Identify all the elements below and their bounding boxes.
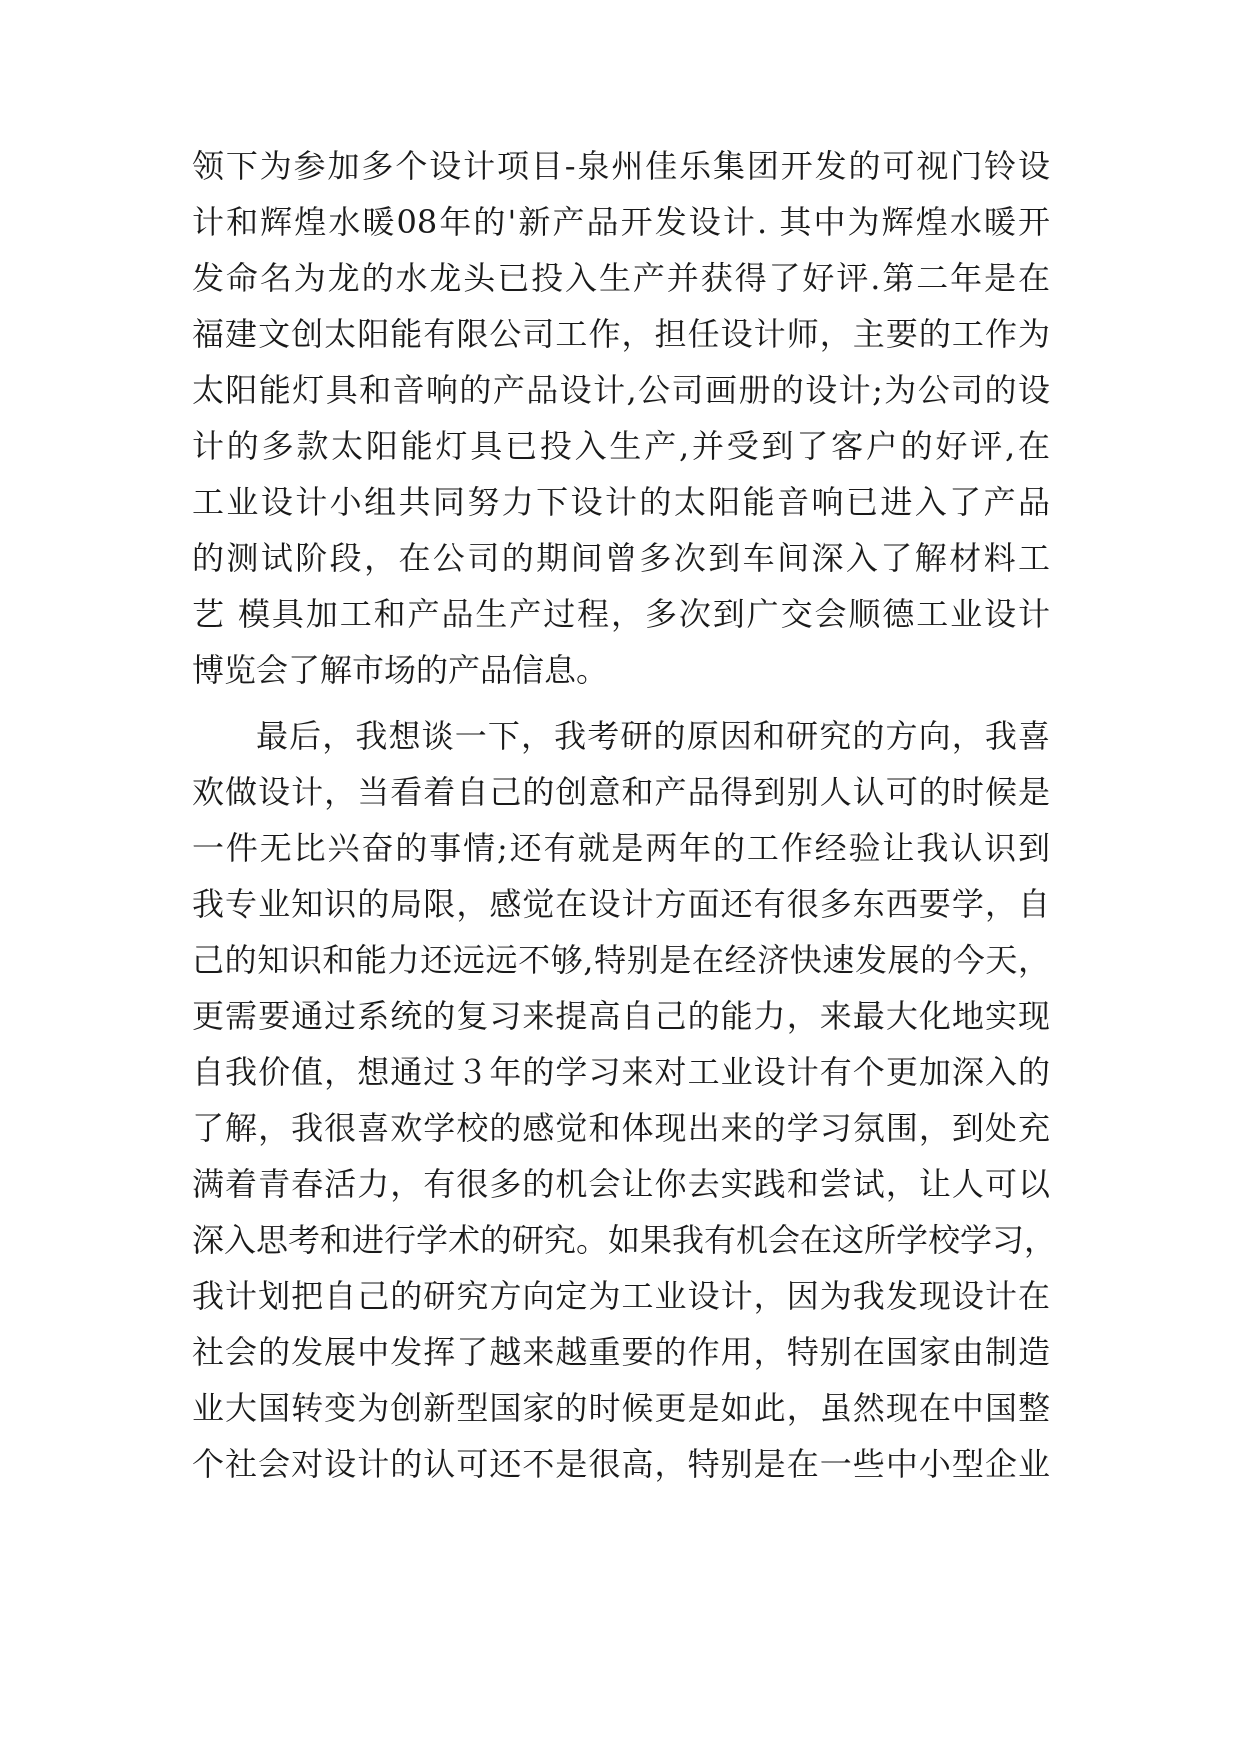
- paragraph-1-line-9: 艺 模具加工和产品生产过程，多次到广交会顺德工业设计: [192, 595, 1050, 633]
- paragraph-1-line-1: 领下为参加多个设计项目-泉州佳乐集团开发的可视门铃设: [192, 147, 1050, 185]
- paragraph-2-line-3: 一件无比兴奋的事情;还有就是两年的工作经验让我认识到: [192, 829, 1050, 867]
- paragraph-1-line-7: 工业设计小组共同努力下设计的太阳能音响已进入了产品: [192, 483, 1050, 521]
- paragraph-2-line-6: 更需要通过系统的复习来提高自己的能力，来最大化地实现: [192, 997, 1050, 1035]
- paragraph-2-line-13: 业大国转变为创新型国家的时候更是如此，虽然现在中国整: [192, 1389, 1050, 1427]
- paragraph-2-line-2: 欢做设计，当看着自己的创意和产品得到别人认可的时候是: [192, 773, 1050, 811]
- paragraph-1-line-3: 发命名为龙的水龙头已投入生产并获得了好评.第二年是在: [192, 259, 1050, 297]
- paragraph-2-line-7: 自我价值，想通过３年的学习来对工业设计有个更加深入的: [192, 1053, 1050, 1091]
- paragraph-1-line-6: 计的多款太阳能灯具已投入生产,并受到了客户的好评,在: [192, 427, 1050, 465]
- paragraph-1-line-5: 太阳能灯具和音响的产品设计,公司画册的设计;为公司的设: [192, 371, 1050, 409]
- paragraph-2-line-11: 我计划把自己的研究方向定为工业设计，因为我发现设计在: [192, 1277, 1050, 1315]
- paragraph-1-line-10: 博览会了解市场的产品信息。: [192, 651, 609, 689]
- paragraph-1-line-4: 福建文创太阳能有限公司工作，担任设计师，主要的工作为: [192, 315, 1050, 353]
- paragraph-1-line-2: 计和辉煌水暖08年的'新产品开发设计. 其中为辉煌水暖开: [192, 203, 1050, 241]
- paragraph-2-line-10: 深入思考和进行学术的研究。如果我有机会在这所学校学习，: [192, 1221, 1057, 1259]
- paragraph-2-line-5: 己的知识和能力还远远不够,特别是在经济快速发展的今天，: [192, 941, 1050, 979]
- paragraph-2-line-9: 满着青春活力，有很多的机会让你去实践和尝试，让人可以: [192, 1165, 1050, 1203]
- paragraph-2-line-1: 最后，我想谈一下，我考研的原因和研究的方向，我喜: [256, 717, 1050, 755]
- paragraph-2-line-8: 了解，我很喜欢学校的感觉和体现出来的学习氛围，到处充: [192, 1109, 1050, 1147]
- paragraph-2-line-12: 社会的发展中发挥了越来越重要的作用，特别在国家由制造: [192, 1333, 1050, 1371]
- paragraph-2-line-14: 个社会对设计的认可还不是很高，特别是在一些中小型企业: [192, 1445, 1050, 1483]
- paragraph-1-line-8: 的测试阶段，在公司的期间曾多次到车间深入了解材料工: [192, 539, 1050, 577]
- paragraph-2-line-4: 我专业知识的局限，感觉在设计方面还有很多东西要学，自: [192, 885, 1050, 923]
